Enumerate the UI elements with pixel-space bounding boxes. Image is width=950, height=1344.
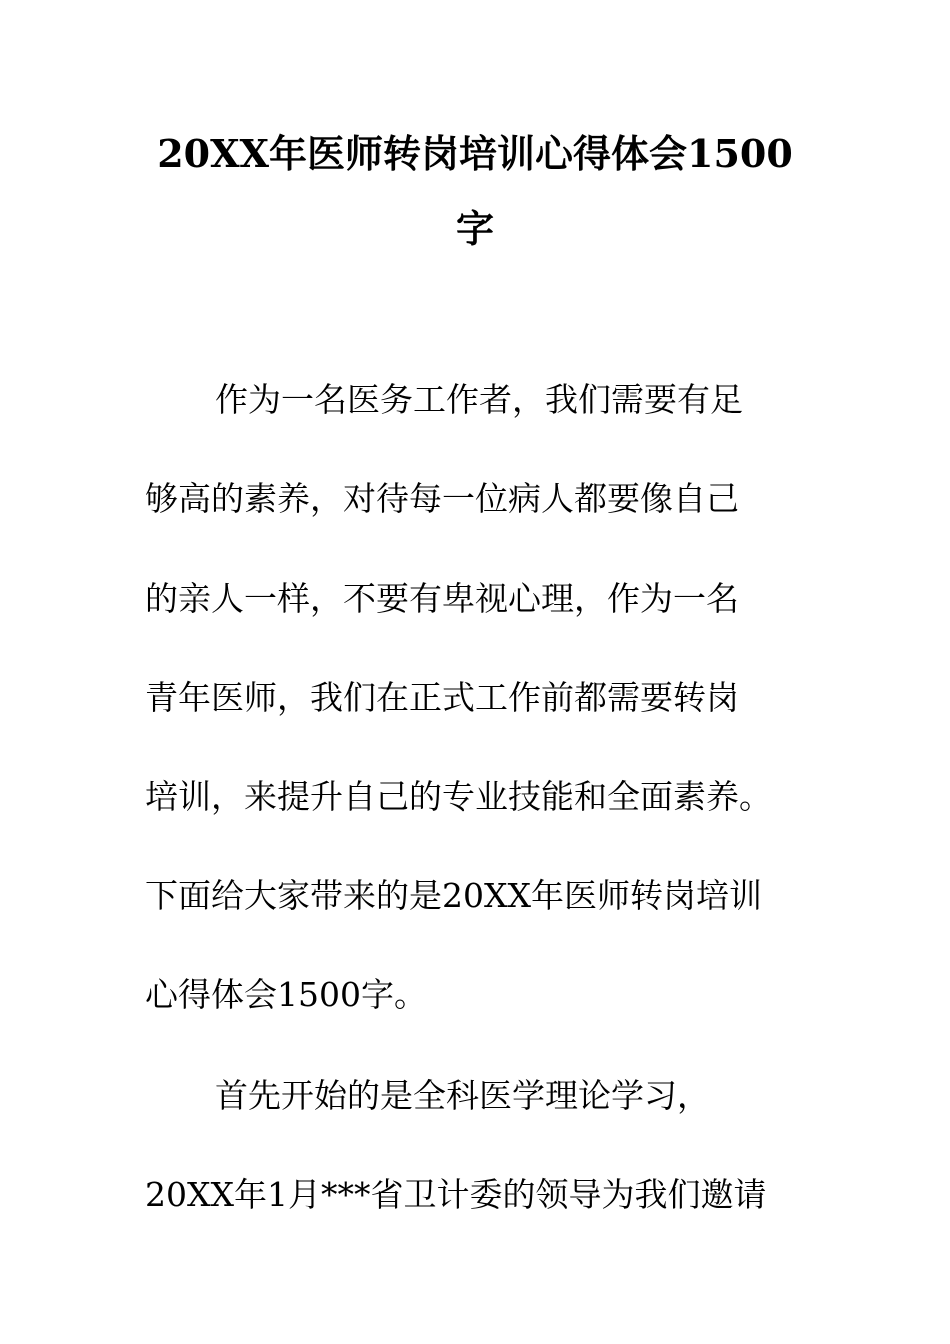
paragraph-1-line-1: 作为一名医务工作者，我们需要有足 xyxy=(215,380,743,419)
paragraph-1-line-7: 心得体会1500字。 xyxy=(145,975,427,1014)
paragraph-2-line-2: 20XX年1月***省卫计委的领导为我们邀请 xyxy=(145,1175,767,1214)
paragraph-2-line-1: 首先开始的是全科医学理论学习， xyxy=(215,1076,710,1115)
document-title-line-1: 20XX年医师转岗培训心得体会1500 xyxy=(157,131,793,176)
paragraph-1-line-3: 的亲人一样，不要有卑视心理，作为一名 xyxy=(145,579,739,618)
document-title-line-2: 字 xyxy=(455,206,494,251)
paragraph-1-line-2: 够高的素养，对待每一位病人都要像自己 xyxy=(145,479,739,518)
paragraph-1-line-5: 培训，来提升自己的专业技能和全面素养。 xyxy=(145,777,772,816)
paragraph-1-line-6: 下面给大家带来的是20XX年医师转岗培训 xyxy=(145,876,762,915)
paragraph-1-line-4: 青年医师，我们在正式工作前都需要转岗 xyxy=(145,678,739,717)
